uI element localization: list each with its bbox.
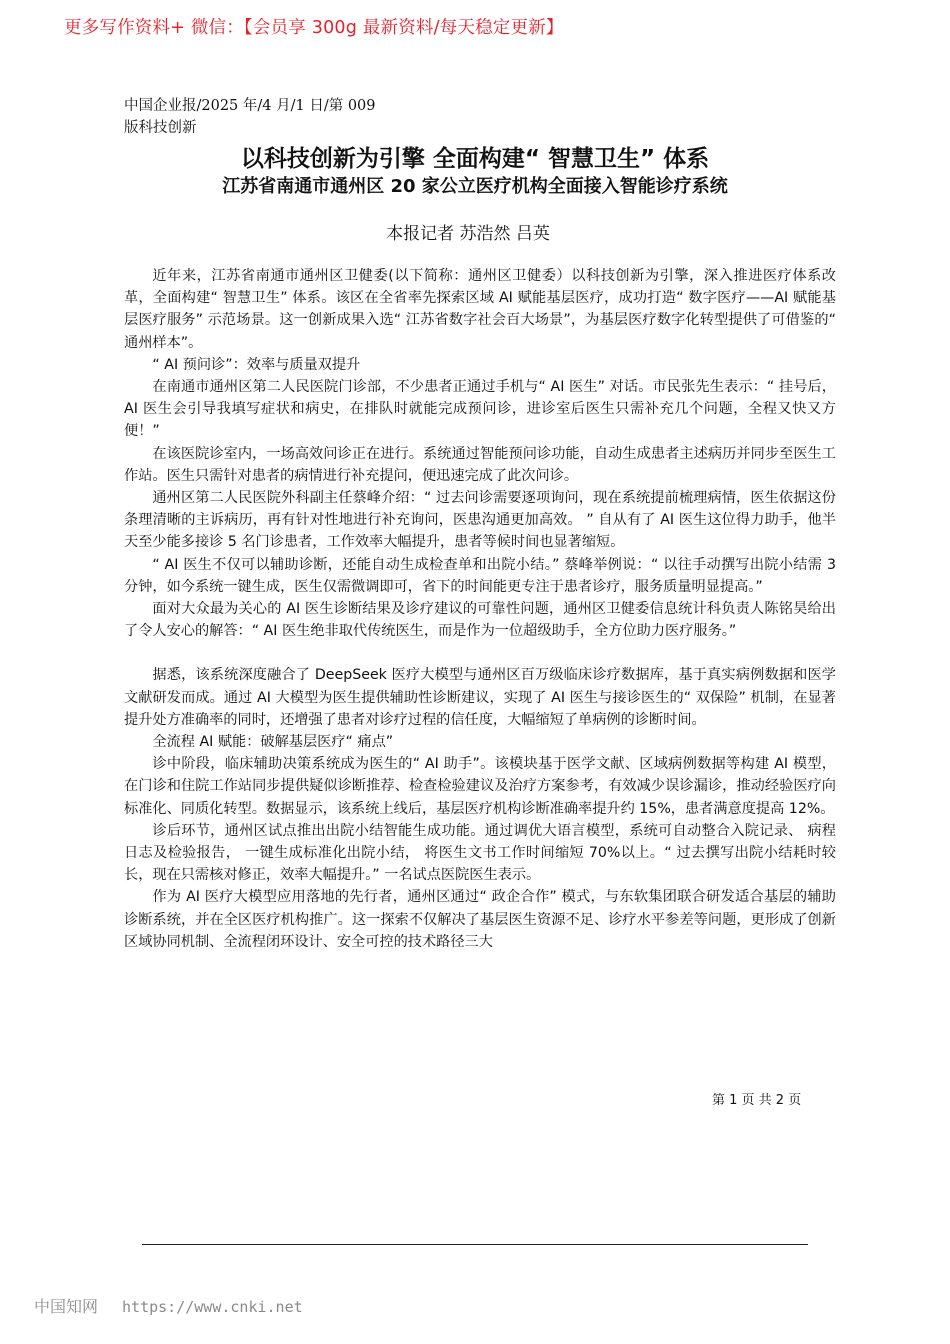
paragraph: 在该医院诊室内，一场高效问诊正在进行。系统通过智能预问诊功能，自动生成患者主述病历并同步至医生工作站。医生只需针对患者的病情进行补充提问，便迅速完成了此次问诊。 — [124, 445, 836, 484]
paragraph: “ AI 医生不仅可以辅助诊断，还能自动生成检查单和出院小结。” 蔡峰举例说：“ 以往手动撰写出院小结需 3 分钟，如今系统一键生成，医生仅需微调即可，省下的时间能更专注于患者诊疗，服务质量明显提高。” — [124, 556, 836, 595]
footer — [34, 1294, 303, 1317]
paragraph: 诊后环节，通州区试点推出出院小结智能生成功能。通过调优大语言模型，系统可自动整合入院记录、 病程日志及检验报告， 一键生成标准化出院小结， 将医生文书工作时间缩短 70%以上。“ 过去撰写出院小结耗时较长，现在只需核对修正，效率大幅提升。” 一名试点医院医生表示。 — [124, 822, 836, 884]
source-line-1: 中国企业报/2025 年/4 月/1 日/第 009 — [124, 98, 376, 114]
paragraph: 据悉，该系统深度融合了 DeepSeek 医疗大模型与通州区百万级临床诊疗数据库，基于真实病例数据和医学文献研发而成。通过 AI 大模型为医生提供辅助性诊断建议，实现了 AI 医生与接诊医生的“ 双保险” 机制，在显著提升处方准确率的同时，还增强了患者对诊疗过程的信任度，大幅缩短了单病例的诊断时间。 — [124, 667, 836, 728]
page-number: 第 1 页 共 2 页 — [712, 1093, 802, 1108]
article-subtitle: 江苏省南通市通州区 20 家公立医疗机构全面接入智能诊疗系统 — [222, 176, 728, 197]
paragraph: 诊中阶段，临床辅助决策系统成为医生的“ AI 助手”。该模块基于医学文献、区域病例数据等构建 AI 模型，在门诊和住院工作站同步提供疑似诊断推荐、检查检验建议及治疗方案参考，有效减少误诊漏诊，推动经验医疗向标准化、同质化转型。数据显示，该系统上线后，基层医疗机构诊断准确率提升约 15%，患者满意度提高 12%。 — [124, 756, 836, 817]
paragraph: 近年来，江苏省南通市通州区卫健委(以下简称：通州区卫健委）以科技创新为引擎，深入推进医疗体系改革，全面构建“ 智慧卫生” 体系。该区在全省率先探索区域 AI 赋能基层医疗，成功打造“ 数字医疗——AI 赋能基层医疗服务” 示范场景。这一创新成果入选“ 江苏省数字社会百大场景”，为基层医疗数字化转型提供了可借鉴的“ 通州样本”。 — [124, 268, 836, 351]
source-line-2: 版科技创新 — [124, 120, 197, 136]
footer-brand: 中国知网 — [34, 1297, 99, 1316]
promo-banner: 更多写作资料+ 微信：【会员享 300g 最新资料/每天稳定更新】 — [64, 18, 564, 38]
article-title: 以科技创新为引擎 全面构建“ 智慧卫生” 体系 — [240, 146, 710, 172]
paragraph: 面对大众最为关心的 AI 医生诊断结果及诊疗建议的可靠性问题，通州区卫健委信息统计科负责人陈铭昊给出了令人安心的解答：“ AI 医生绝非取代传统医生，而是作为一位超级助手，全方位助力医疗服务。” — [124, 601, 836, 640]
byline: 本报记者 苏浩然 吕英 — [386, 224, 550, 244]
footer-url-link[interactable]: https://www.cnki.net — [122, 1298, 303, 1316]
paragraph: 在南通市通州区第二人民医院门诊部，不少患者正通过手机与“ AI 医生” 对话。市民张先生表示：“ 挂号后，AI 医生会引导我填写症状和病史，在排队时就能完成预问诊，进诊室后医生只需补充几个问题，全程又快又方便！” — [124, 379, 836, 440]
section-heading: 全流程 AI 赋能：破解基层医疗“ 痛点” — [152, 734, 394, 751]
article-body — [124, 265, 836, 953]
footer-divider — [142, 1244, 808, 1245]
section-heading: “ AI 预问诊”：效率与质量双提升 — [152, 356, 361, 373]
source-info — [124, 95, 376, 139]
paragraph: 通州区第二人民医院外科副主任蔡峰介绍：“ 过去问诊需要逐项询问，现在系统提前梳理病情，医生依据这份条理清晰的主诉病历，再有针对性地进行补充询问，医患沟通更加高效。 ” 自从有了 AI 医生这位得力助手，他半天至少能多接诊 5 名门诊患者，工作效率大幅提升，患者等候时间也显著缩短。 — [124, 490, 836, 551]
paragraph: 作为 AI 医疗大模型应用落地的先行者，通州区通过“ 政企合作” 模式，与东软集团联合研发适合基层的辅助诊断系统，并在全区医疗机构推广。这一探索不仅解决了基层医生资源不足、诊疗水平参差等问题，更形成了创新区域协同机制、全流程闭环设计、安全可控的技术路径三大 — [124, 889, 836, 950]
